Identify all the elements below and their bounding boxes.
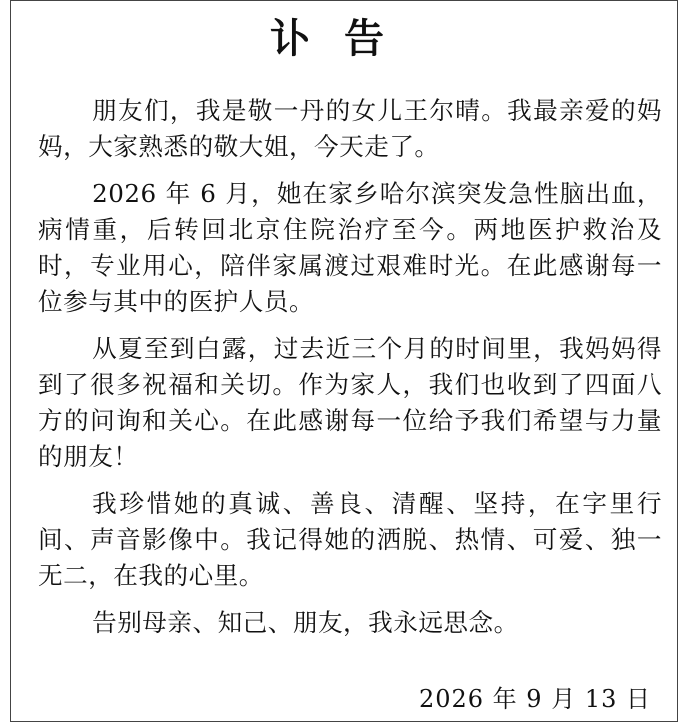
notice-frame: [10, 0, 678, 722]
paragraph-remembrance: 我珍惜她的真诚、善良、清醒、坚持，在字里行间、声音影像中。我记得她的洒脱、热情、可爱、独一无二，在我的心里。: [38, 489, 662, 590]
paragraph-farewell: 告别母亲、知己、朋友，我永远思念。: [92, 608, 519, 637]
paragraph-gratitude: 从夏至到白露，过去近三个月的时间里，我妈妈得到了很多祝福和关切。作为家人，我们也收到了四面八方的问询和关心。在此感谢每一位给予我们希望与力量的朋友！: [38, 334, 662, 471]
paragraph-greeting: 朋友们，我是敬一丹的女儿王尔晴。我最亲爱的妈妈，大家熟悉的敬大姐，今天走了。: [38, 96, 662, 161]
notice-title: 讣告: [270, 15, 418, 62]
notice-body: [38, 93, 662, 652]
paragraph-illness: 2026 年 6 月，她在家乡哈尔滨突发急性脑出血，病情重，后转回北京住院治疗至今。两地医护救治及时，专业用心，陪伴家属渡过艰难时光。在此感谢每一位参与其中的医护人员。: [38, 179, 662, 316]
notice-date: 2026 年 9 月 13 日: [418, 685, 651, 713]
